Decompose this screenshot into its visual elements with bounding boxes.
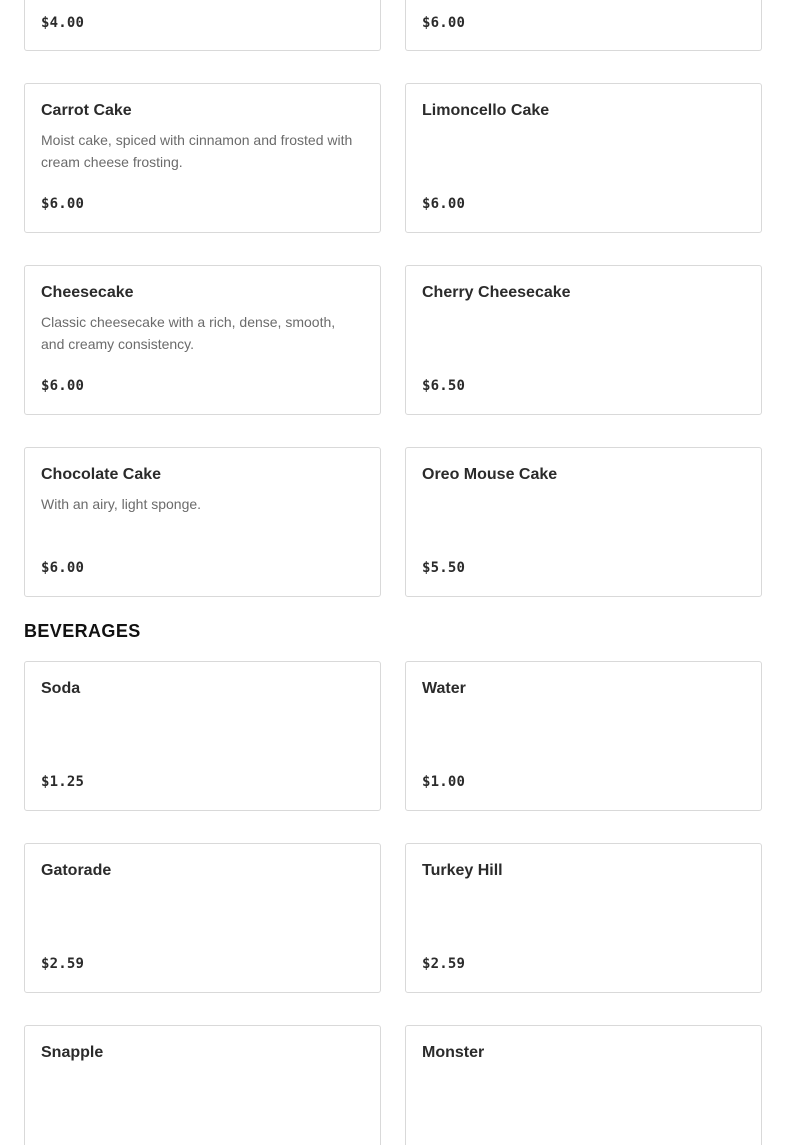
item-name: Gatorade [41,862,112,879]
menu-item-cherry-cheesecake[interactable] [405,265,762,415]
item-description: With an airy, light sponge. [41,496,202,512]
item-name: Soda [41,680,81,697]
menu-item-water[interactable] [405,661,762,811]
item-name: Monster [422,1044,485,1061]
menu-item-card[interactable] [24,0,381,51]
menu-item-carrot-cake[interactable] [24,83,381,233]
item-name: Cheesecake [41,284,134,301]
item-price: $6.00 [422,15,466,31]
item-name: Turkey Hill [422,862,503,879]
item-description: Classic cheesecake with a rich, dense, smooth, and creamy consistency. [41,314,336,352]
item-name: Water [422,680,466,697]
menu-item-snapple[interactable] [24,1025,381,1145]
item-price: $1.00 [422,774,466,790]
menu-item-soda[interactable] [24,661,381,811]
menu-item-cheesecake[interactable] [24,265,381,415]
menu-item-monster[interactable] [405,1025,762,1145]
menu-item-limoncello-cake[interactable] [405,83,762,233]
item-price: $6.00 [422,196,466,212]
item-price: $2.59 [41,956,85,972]
item-price: $5.50 [422,560,466,576]
item-name: Cherry Cheesecake [422,284,571,301]
item-price: $4.00 [41,15,85,31]
item-price: $1.25 [41,774,85,790]
item-price: $6.00 [41,378,85,394]
item-name: Chocolate Cake [41,466,162,483]
item-description: Moist cake, spiced with cinnamon and frosted with cream cheese frosting. [41,132,353,170]
item-name: Limoncello Cake [422,102,550,119]
menu-item-turkey-hill[interactable] [405,843,762,993]
menu-item-gatorade[interactable] [24,843,381,993]
item-price: $6.50 [422,378,466,394]
menu-item-chocolate-cake[interactable] [24,447,381,597]
menu-item-oreo-mouse-cake[interactable] [405,447,762,597]
item-name: Oreo Mouse Cake [422,466,558,483]
item-price: $6.00 [41,560,85,576]
item-name: Carrot Cake [41,102,132,119]
item-price: $6.00 [41,196,85,212]
item-price: $2.59 [422,956,466,972]
section-title-beverages: BEVERAGES [24,621,141,641]
item-name: Snapple [41,1044,104,1061]
menu-item-card[interactable] [405,0,762,51]
